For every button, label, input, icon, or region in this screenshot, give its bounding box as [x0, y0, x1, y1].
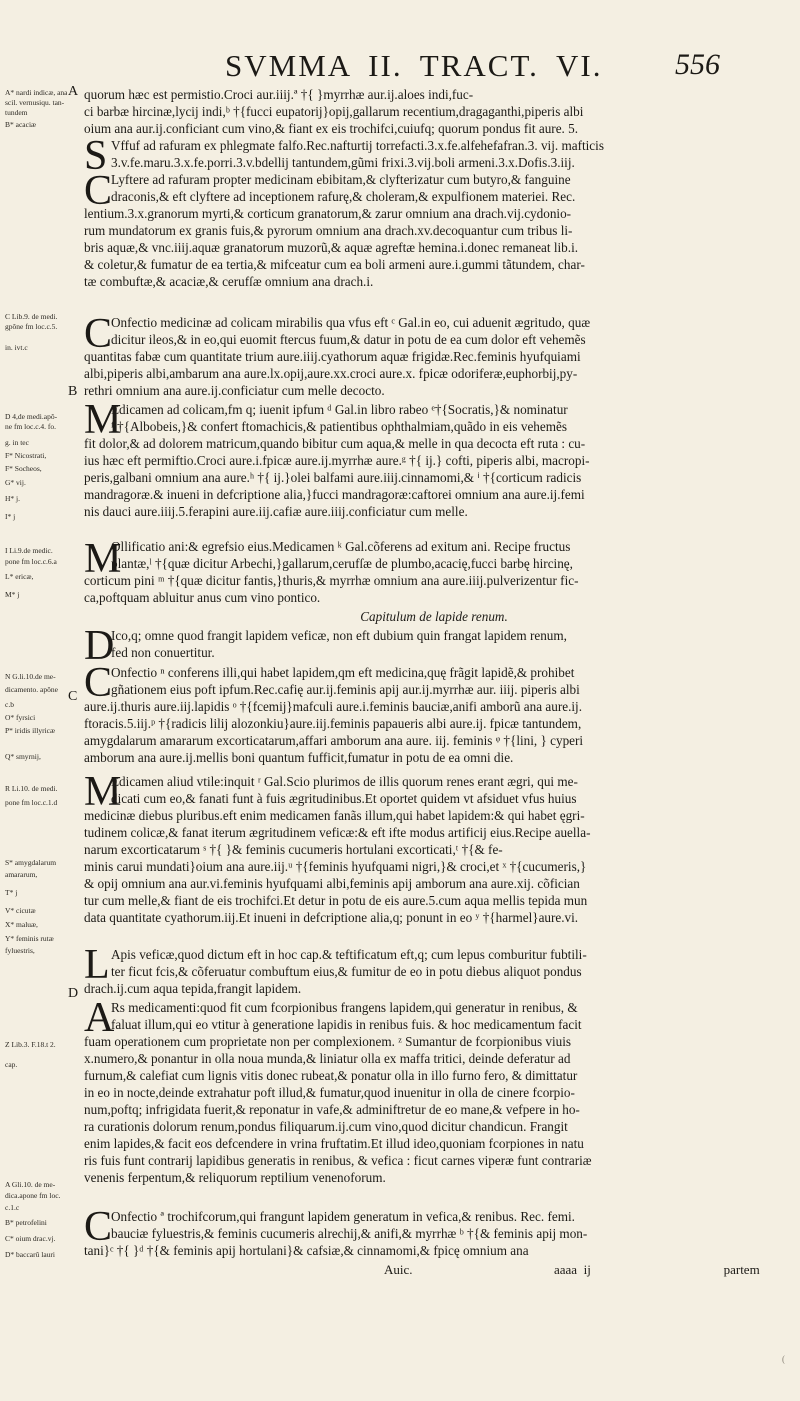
margin-note: M* j: [5, 590, 20, 599]
text-line: ca,poftquam abluitur anus cum vino pontico.: [84, 590, 321, 605]
section-marker-c: C: [68, 689, 78, 704]
drop-cap: M: [84, 769, 122, 815]
drop-cap: M: [84, 397, 122, 443]
margin-note: fyluestris,: [5, 946, 35, 955]
text-line: gñationem eius poft ipfum.Rec.cafię aur.ij.feminis apij aur.ij.myrrhæ aur. iiij. piperis albi: [111, 682, 580, 697]
margin-note: N G.li.10.de me-: [5, 672, 56, 681]
margin-note: pone fm loc.c.1.d: [5, 798, 58, 807]
margin-note: L* ericæ,: [5, 572, 34, 581]
margin-note: A* nardi indicæ, ana: [5, 88, 67, 97]
margin-note: P* iridis illyricæ: [5, 726, 56, 735]
margin-note: cap.: [5, 1060, 18, 1069]
text-line: mandragoræ.& inueni in defcriptione alia,}fucci mandragoræ:caftorei omnium ana aure.ij.femi: [84, 487, 585, 502]
text-line: enim lapides,& facit eos defcendere in vrina fruftatim.Et illud ideo,quoniam fcorpiones in natu: [84, 1136, 584, 1151]
text-line: fuam operationem cum proprietate non per complexionem. ᶻ Sumantur de fcorpionibus viuis: [84, 1034, 572, 1049]
text-line: amygdalarum amararum excorticatarum,affari amborum ana aure. iij. feminis ᵠ †{lini, } cyperi: [84, 733, 584, 748]
text-line: 3.v.fe.maru.3.x.fe.porri.3.v.bdellij tantundem,gũmi frixi.3.vij.boli armeni.3.x.Dofis.3.iij.: [111, 155, 575, 170]
signature-number: ij: [583, 1262, 591, 1277]
text-line: faluat illum,qui eo vtitur à generatione lapidis in renibus fuis. & hoc medicamentum facit: [111, 1017, 582, 1032]
drop-cap: M: [84, 536, 122, 582]
text-line: rethri omnium ana aure.ij.conficiatur cum melle decocto.: [84, 383, 385, 398]
text-line: lentium.3.x.granorum myrti,& corticum granatorum,& zarur omnium ana drach.vij.cydonio-: [84, 206, 572, 221]
margin-note: T* j: [5, 888, 18, 897]
text-line: dicitur ileos,& in eo,qui euomit ftercus fuum,& datur in potu de ea cum dolor eft vehemẽs: [111, 332, 586, 347]
margin-note: gpõne fm loc.c.5.: [5, 322, 58, 331]
drop-cap: C: [84, 660, 113, 706]
margin-note: I* j: [5, 512, 16, 521]
text-line: x.numero,& ponantur in olla noua munda,& liniatur olla ex maffa tritici, deinde deferatur ad: [84, 1051, 571, 1066]
text-line: peris,galbani omnium ana aure.ʰ †{ ij.}olei balfami aure.iiij.cinnamomi,& ⁱ †{corticum radicis: [84, 470, 582, 485]
margin-note: c.1.c: [5, 1203, 20, 1212]
text-line: Vffuf ad rafuram ex phlegmate falfo.Rec.nafturtij torrefacti.3.x.fe.alfehefafran.3. vij. mafticis: [111, 138, 604, 153]
text-line: rum mundatorum ex granis fuis,& pyrorum omnium ana drach.xv.decoquantur cum tribus li-: [84, 223, 573, 238]
chapter-heading: Capitulum de lapide renum.: [360, 609, 508, 624]
running-head: SVMMA II. TRACT. VI.: [225, 48, 603, 83]
text-line: tani}ᶜ †{ }ᵈ †{& feminis apij hortulani}& cafsiæ,& cinnamomi,& fpicę omnium ana: [84, 1243, 529, 1258]
margin-note: H* j.: [5, 494, 20, 503]
signature-mark: aaaa: [554, 1262, 578, 1277]
text-line: Ico,q; omne quod frangit lapidem veficæ, non eft dubium quin frangat lapidem renum,: [111, 628, 567, 643]
margin-note: F* Socheos,: [5, 464, 42, 473]
text-line: ftoracis.5.iij.ᵖ †{radicis lilij alozonkiu}aure.iij.feminis papaueris albi aure.ij. fpicæ tantundem,: [84, 716, 582, 731]
text-line: Apis veficæ,quod dictum eft in hoc cap.& teftificatum eft,q; cum lepus comburitur fubtili-: [111, 947, 587, 962]
text-line: Edicamen ad colicam,fm q; iuenit ipfum ᵈ Gal.in libro rabeo ᵉ†{Socratis,}& nominatur: [111, 402, 568, 417]
margin-note: X* maluæ,: [5, 920, 38, 929]
margin-note: B* acaciæ: [5, 120, 37, 129]
text-line: bris aquæ,& vnc.iiij.aquæ granatorum muzorũ,& aquæ agreftæ hemina.i.donec remaneat lib.i.: [84, 240, 579, 255]
text-line: tur cum melle,& fiant de eis trochifci.Et detur in potu de eis aure.5.cum aqua mellis tepida mun: [84, 893, 588, 908]
text-line: quorum hæc est permistio.Croci aur.iiij.ª †{ }myrrhæ aur.ij.aloes indi,fuc-: [84, 87, 474, 102]
text-line: ris fuis funt contrarij lapidibus generatis in renibus, & vefica : ficut carnes viperæ funt contrariæ: [84, 1153, 592, 1168]
text-line: ter ficut fcis,& cõferuatur combuftum eius,& fumitur de eo in potu diebus aliquot pondus: [111, 964, 582, 979]
drop-cap: C: [84, 1204, 113, 1250]
text-line: draconis,& eft clyftere ad inceptionem rafurę,& choleram,& expulfionem materiei. Rec.: [111, 189, 576, 204]
text-line: fed non conuertitur.: [111, 645, 215, 660]
margin-note: dica.apone fm loc.: [5, 1191, 61, 1200]
section-marker-b: B: [68, 384, 78, 399]
text-line: narum excorticatarum ˢ †{ }& feminis cucumeris hortulani excorticati,ᵗ †{& fe-: [84, 842, 503, 857]
margin-note: Q* smyrnij,: [5, 752, 41, 761]
text-line: fit dolor,& ad dolorem matricum,quando bibitur cum aqua,& melle in qua decocta eft ruta : cu-: [84, 436, 586, 451]
text-line: Onfectio ª trochifcorum,qui frangunt lapidem generatum in vefica,& renibus. Rec. femi.: [111, 1209, 575, 1224]
text-line: Ollificatio ani:& egrefsio eius.Medicamen ᵏ Gal.cõferens ad exitum ani. Recipe fructus: [111, 539, 571, 554]
margin-note: D* baccarũ lauri: [5, 1250, 55, 1259]
text-line: Onfectio ⁿ conferens illi,qui habet lapidem,qm eft medicina,quę frãgit lapidẽ,& prohibet: [111, 665, 575, 680]
text-line: albi,piperis albi,ambarum ana aure.lx.opij,aure.xx.croci aure.x. fpicæ odoriferæ,euphorbij,py-: [84, 366, 578, 381]
text-line: & coletur,& fumatur de ea tertia,& mifceatur cum ea boli armeni aure.i.gummi tãtundem, char-: [84, 257, 585, 272]
text-line: Onfectio medicinæ ad colicam mirabilis qua vfus eft ᶜ Gal.in eo, cui aduenit ægritudo, quæ: [111, 315, 591, 330]
text-line: medicinæ diebus pluribus.eft enim medicamen fanãs illum,qui habet lapidem:& qui habet ęgri-: [84, 808, 585, 823]
margin-note: A Gli.10. de me-: [5, 1180, 56, 1189]
text-line: Rs medicamenti:quod fit cum fcorpionibus frangens lapidem,qui generatur in renibus, &: [111, 1000, 578, 1015]
text-line: corticum pini ᵐ †{quæ dicitur fantis,}thuris,& myrrhæ omnium ana aure.iiij.pulverizentur fic-: [84, 573, 579, 588]
page-footer: [384, 1261, 784, 1278]
margin-note: in. ivt.c: [5, 343, 28, 352]
margin-note: C* oium drac.vj.: [5, 1234, 56, 1243]
margin-note: scil. vernusiqu. tan-: [5, 98, 65, 107]
margin-note: amararum,: [5, 870, 38, 879]
margin-note: F* Nicostrati,: [5, 451, 47, 460]
page-number: 556: [675, 48, 720, 81]
text-line: ci barbæ hircinæ,lycij indi,ᵇ †{fucci eupatorij}opij,gallarum recentium,dragaganthi,piperis albi: [84, 104, 584, 119]
margin-note: R Li.10. de medi.: [5, 784, 58, 793]
text-line: num,poftq; infrigidata fuerit,& reponatur in vafe,& adminiftretur de eo mane,& vefpere in ho-: [84, 1102, 580, 1117]
margin-note: c.b: [5, 700, 14, 709]
text-line: bauciæ fyluestris,& feminis cucumeris alrechij,& anifi,& myrrhæ ᵇ †{& feminis apij mon-: [111, 1226, 588, 1241]
margin-note: ne fm loc.c.4. fo.: [5, 422, 57, 431]
drop-cap: S: [84, 133, 108, 179]
text-line: nis dauci aure.iiij.5.ferapini aure.iij.cafiæ aure.iiij.conficiatur cum melle.: [84, 504, 468, 519]
text-line: tudinem colicæ,& fanat iterum ægritudinem veficæ:& eft ifte modus artificij eius.Recipe auella-: [84, 825, 591, 840]
text-line: drach.ij.cum aqua tepida,frangit lapidem.: [84, 981, 302, 996]
text-line: furnum,& calefiat cum lignis vitis donec rubeat,& ponatur olla in illo furno fero, & dimittatur: [84, 1068, 578, 1083]
catchword-right: partem: [723, 1262, 760, 1277]
text-line: dicati cum eo,& fanati funt à fuis ægritudinibus.Et oportet quidem vt afsiduet vfus huius: [111, 791, 577, 806]
text-line: oium ana aur.ij.conficiant cum vino,& fiant ex eis trochifci,cuiufq; quorum pondus fit aure. 5.: [84, 121, 579, 136]
margin-note: V* cicutæ: [5, 906, 36, 915]
drop-cap: C: [84, 311, 113, 357]
margin-note: S* amygdalarum: [5, 858, 57, 867]
text-line: in eo in nocte,deinde extrahatur poft illud,& fumatur,quod inuenitur in olla de cinere fcorpio-: [84, 1085, 575, 1100]
text-line: ᶠ †{Albobeis,}& confert ftomachicis,& patientibus ophthalmiam,quãdo in eis vehemẽs: [111, 419, 567, 434]
text-line: & opij omnium ana aur.vi.feminis hyufquami albi,feminis apij amborum ana aure.xij. cõfician: [84, 876, 580, 891]
margin-note: B* petrofelini: [5, 1218, 47, 1227]
margin-note: C Lib.9. de medi.: [5, 312, 58, 321]
drop-cap: D: [84, 623, 115, 669]
text-line: Lyftere ad rafuram propter medicinam ebibitam,& clyfterizatur cum butyro,& fanguine: [111, 172, 571, 187]
text-line: Edicamen aliud vtile:inquit ʳ Gal.Scio plurimos de illis quorum renes erant ægri, qui me-: [111, 774, 578, 789]
drop-cap: A: [84, 995, 115, 1041]
text-line: ra curationis dolorum renum,pondus filiquarum.ij.cum vino,quod dicitur chandicun. Frangit: [84, 1119, 568, 1134]
text-line: tæ combuftæ,& acaciæ,& cerufſæ omnium ana drach.i.: [84, 274, 374, 289]
drop-cap: L: [84, 942, 110, 988]
margin-note: tundem: [5, 108, 28, 117]
margin-note: g. in tec: [5, 438, 29, 447]
text-line: quantitas fabæ cum quantitate trium aure.iiij.cyathorum aquæ frigidæ.Rec.feminis hyufquiami: [84, 349, 581, 364]
margin-note: pone fm loc.c.6.a: [5, 557, 57, 566]
section-marker-a: A: [68, 84, 79, 99]
text-line: data quantitate cyathorum.iij.Et inueni in defcriptione alia,q; ponunt in eo ʸ †{harmel}aure.vi.: [84, 910, 579, 925]
section-marker-d: D: [68, 986, 79, 1001]
margin-note: dicamento. apõne: [5, 685, 58, 694]
margin-note: I Li.9.de medic.: [5, 546, 53, 555]
text-line: amborum ana aure.ij.mellis boni quantum fufficit,fumatur in potu de ea omni die.: [84, 750, 514, 765]
catchword-left: Auic.: [384, 1262, 413, 1277]
margin-note: D 4,de medi.apõ-: [5, 412, 58, 421]
text-line: plantæ,ˡ †{quæ dicitur Arbechi,}gallarum,cerufſæ de plumbo,acacię,fucci barbę hircinę,: [111, 556, 573, 571]
text-line: aure.ij.thuris aure.iij.lapidis ᵒ †{fcemij}mafculi aure.i.feminis bauciæ,anifi amborũ ana aure.ij.: [84, 699, 583, 714]
margin-note: Z Lib.3. F.18.t 2.: [5, 1040, 56, 1049]
drop-cap: C: [84, 168, 113, 214]
margin-note: G* vij.: [5, 478, 26, 487]
text-line: venenis ferpentum,& reliquorum reptilium venenoforum.: [84, 1170, 386, 1185]
margin-note: Y* feminis rutæ: [5, 934, 54, 943]
edge-mark: (: [782, 1354, 785, 1364]
text-line: ius hæc eft permiftio.Croci aure.i.fpicæ aure.ij.myrrhæ aure.ᵍ †{ ij.} cofti, piperis albi, macropi-: [84, 453, 590, 468]
text-line: minis carui mundati}oium ana aure.iij.ᵘ †{feminis hyufquami nigri,}& croci,et ˣ †{cucumeris,}: [84, 859, 587, 874]
margin-note: O* fyrsici: [5, 713, 36, 722]
